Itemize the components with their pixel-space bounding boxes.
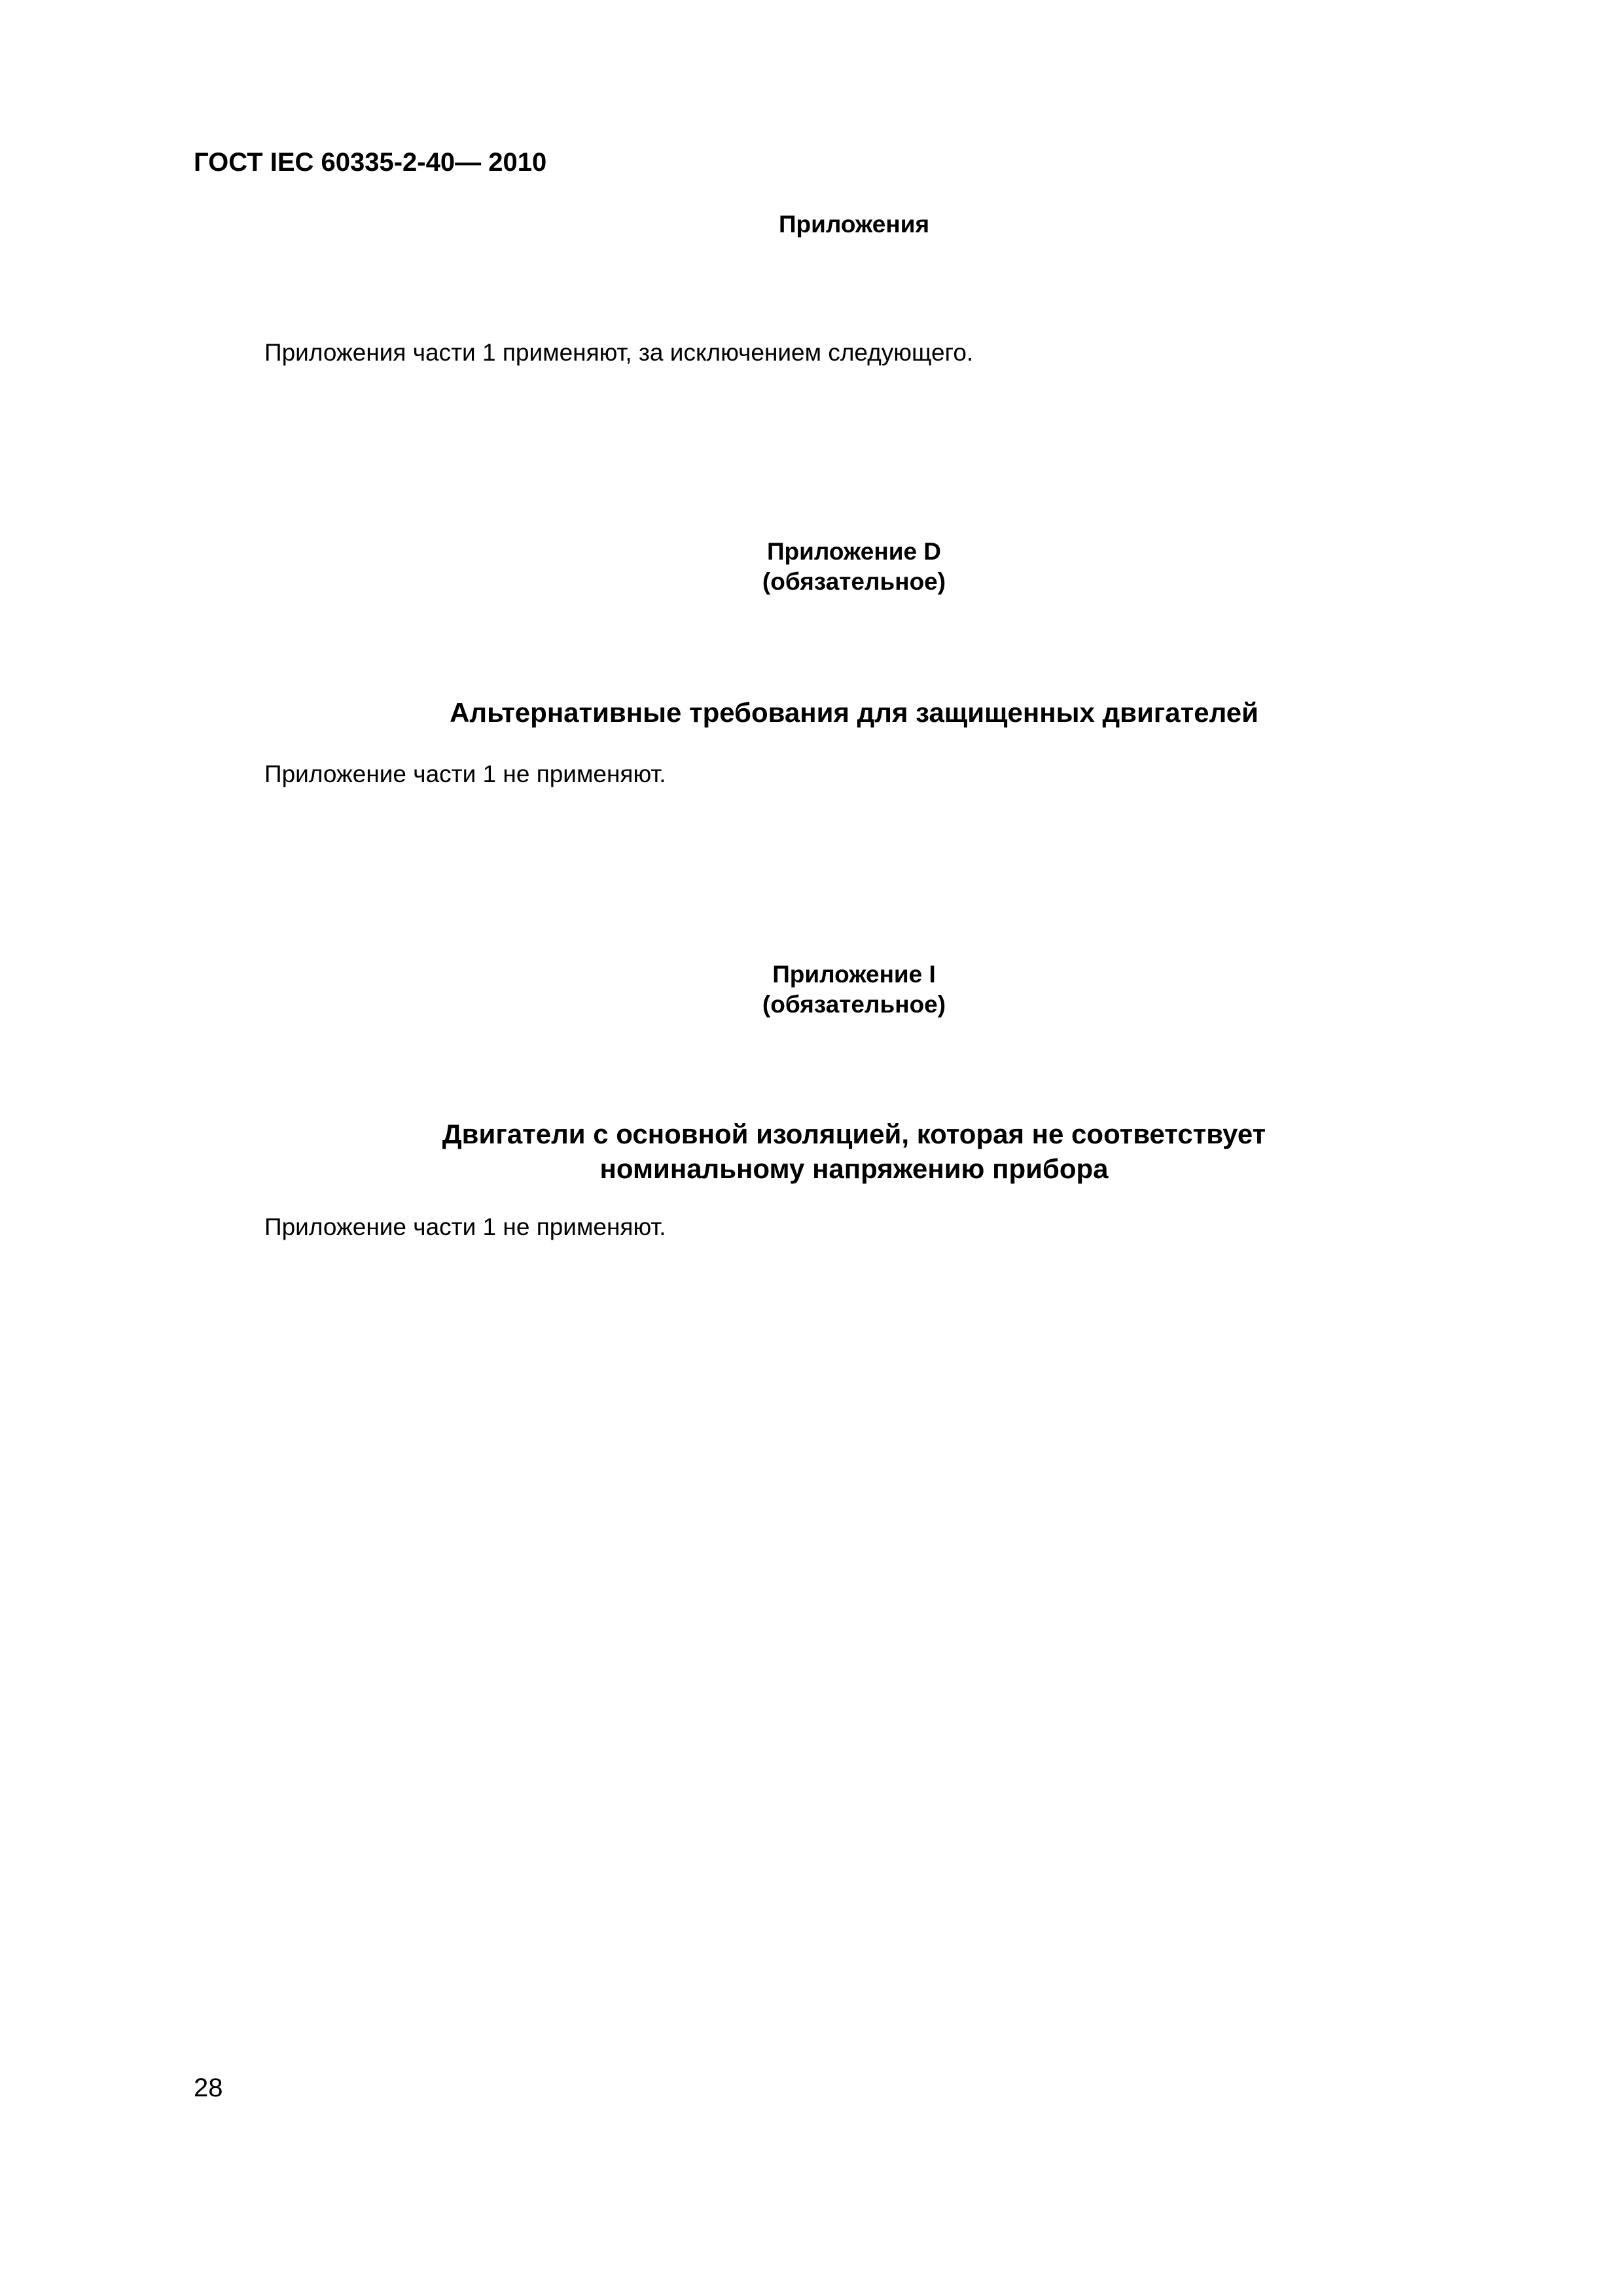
page-number: 28 xyxy=(194,2073,223,2102)
annex-i-name-line2: номинальному напряжению прибора xyxy=(599,1153,1109,1184)
document-code: ГОСТ IEC 60335-2-40— 2010 xyxy=(194,148,547,177)
annex-d-status: (обязательное) xyxy=(762,568,946,595)
annex-d-title: Приложение D xyxy=(766,538,942,565)
annex-i-title: Приложение I xyxy=(772,961,936,988)
annex-i-heading xyxy=(0,960,1623,1020)
annex-d-name: Альтернативные требования для защищенных двигателей xyxy=(450,697,1258,728)
annex-i-name xyxy=(0,1117,1623,1186)
annex-d-heading xyxy=(0,537,1623,597)
annex-d-text: Приложение части 1 не применяют. xyxy=(264,761,666,787)
annex-i-status: (обязательное) xyxy=(762,991,946,1018)
section-intro-paragraph: Приложения части 1 применяют, за исключением следующего. xyxy=(264,339,974,366)
annex-i-text: Приложение части 1 не применяют. xyxy=(264,1213,666,1240)
annex-i-name-line1: Двигатели с основной изоляцией, которая не соответствует xyxy=(442,1119,1266,1149)
section-heading: Приложения xyxy=(778,211,930,238)
